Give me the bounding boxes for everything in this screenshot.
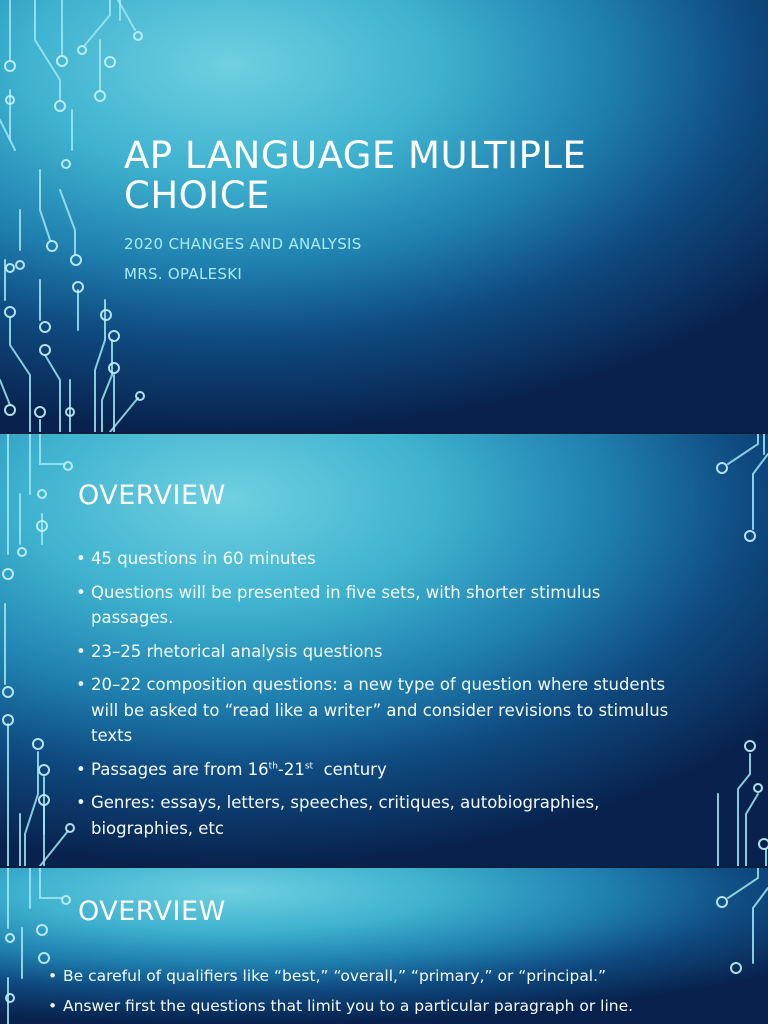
overview-slide-2 [0, 866, 768, 1024]
overview-slide-1 [0, 432, 768, 866]
bullet-list [76, 546, 676, 849]
circuit-decoration-right [698, 434, 768, 866]
bullet-item: • Genres: essays, letters, speeches, critiques, autobiographies, biographies, etc [76, 790, 676, 841]
title-slide [0, 0, 768, 432]
bullet-item: • 20–22 composition questions: a new type of question where students will be asked to “read like a writer” and consider revisions to stimulus texts [76, 672, 676, 749]
bullet-list [48, 964, 748, 1024]
circuit-decoration-left [0, 434, 80, 866]
bullet-item: • 45 questions in 60 minutes [76, 546, 676, 572]
presenter-name: MRS. OPALESKI [124, 265, 243, 283]
bullet-item: • 23–25 rhetorical analysis questions [76, 639, 676, 665]
bullet-item: • Passages are from 16th-21st century [76, 757, 676, 783]
slide-heading: OVERVIEW [78, 480, 226, 511]
slide-heading: OVERVIEW [78, 896, 226, 927]
bullet-item: • Questions will be presented in five sets, with shorter stimulus passages. [76, 580, 676, 631]
presentation-title: AP LANGUAGE MULTIPLE CHOICE [124, 134, 587, 217]
presentation-subtitle: 2020 CHANGES AND ANALYSIS [124, 235, 362, 253]
bullet-item: • Be careful of qualifiers like “best,” “overall,” “primary,” or “principal.” [48, 964, 748, 988]
bullet-item: • Answer first the questions that limit you to a particular paragraph or line. [48, 994, 748, 1018]
